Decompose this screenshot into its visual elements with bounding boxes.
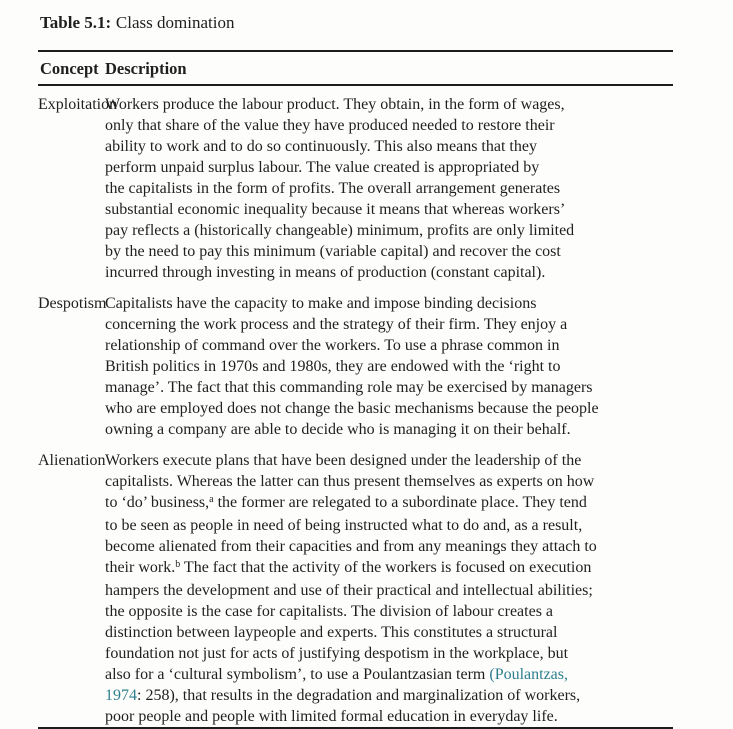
table-row — [38, 450, 673, 727]
description-line — [105, 262, 673, 283]
table-row — [38, 293, 673, 440]
text-segment: substantial economic inequality because it means that whereas workers’ — [105, 201, 566, 218]
table-caption-label: Table 5.1: — [40, 13, 112, 32]
description-line — [105, 335, 673, 356]
text-segment: Workers execute plans that have been designed under the leadership of the — [105, 452, 582, 469]
text-segment: Workers produce the labour product. They obtain, in the form of wages, — [105, 96, 565, 113]
text-segment: who are employed does not change the basic mechanisms because the people — [105, 400, 599, 417]
description-line — [105, 94, 673, 115]
description-line — [105, 450, 673, 471]
description-line — [105, 419, 673, 440]
text-segment: British politics in 1970s and 1980s, they are endowed with the ‘right to — [105, 358, 561, 375]
text-segment: capitalists. Whereas the latter can thus present themselves as experts on how — [105, 473, 595, 490]
text-segment: also for a ‘cultural symbolism’, to use a Poulantzasian term — [105, 666, 490, 683]
text-segment: their work. — [105, 559, 176, 576]
description-line — [105, 178, 673, 199]
description-line — [105, 664, 673, 685]
column-header-concept: Concept — [40, 59, 99, 78]
text-segment: The fact that the activity of the workers is focused on execution — [180, 559, 592, 576]
concept-cell: Alienation — [38, 452, 106, 469]
description-line — [105, 601, 673, 622]
table-caption — [38, 12, 673, 34]
text-segment: manage’. The fact that this commanding role may be exercised by managers — [105, 379, 593, 396]
text-segment: concerning the work process and the strategy of their firm. They enjoy a — [105, 316, 568, 333]
description-cell — [105, 450, 673, 727]
footnote-marker: a — [209, 494, 214, 505]
description-cell — [105, 94, 673, 283]
text-segment: owning a company are able to decide who is managing it on their behalf. — [105, 421, 571, 438]
table-row — [38, 94, 673, 283]
description-cell — [105, 293, 673, 440]
description-line — [105, 314, 673, 335]
description-line — [105, 492, 673, 515]
description-line — [105, 398, 673, 419]
text-segment: relationship of command over the workers. To use a phrase common in — [105, 337, 560, 354]
text-segment: become alienated from their capacities and from any meanings they attach to — [105, 538, 597, 555]
table-caption-text: Class domination — [115, 13, 235, 32]
citation-link[interactable]: (Poulantzas, — [489, 666, 569, 683]
citation-link[interactable]: 1974 — [105, 687, 137, 704]
text-segment: distinction between laypeople and experts. This constitutes a structural — [105, 624, 558, 641]
text-segment: perform unpaid surplus labour. The value created is appropriated by — [105, 159, 540, 176]
description-line — [105, 515, 673, 536]
footnote-marker: b — [175, 559, 181, 570]
table-header-row — [38, 52, 673, 84]
text-segment: hampers the development and use of their practical and intellectual abilities; — [105, 582, 593, 599]
description-line — [105, 377, 673, 398]
text-segment: foundation not just for acts of justifying despotism in the workplace, but — [105, 645, 569, 662]
text-segment: the opposite is the case for capitalists. The division of labour creates a — [105, 603, 554, 620]
text-segment: : 258), that results in the degradation and marginalization of workers, — [137, 687, 581, 704]
description-line — [105, 136, 673, 157]
text-segment: to ‘do’ business, — [105, 494, 210, 511]
text-segment: pay reflects a (historically changeable) minimum, profits are only limited — [105, 222, 575, 239]
description-line — [105, 557, 673, 580]
description-line — [105, 536, 673, 557]
description-line — [105, 643, 673, 664]
concept-cell: Despotism — [38, 295, 107, 312]
text-segment: Capitalists have the capacity to make and impose binding decisions — [105, 295, 537, 312]
text-segment: poor people and people with limited formal education in everyday life. — [105, 708, 558, 725]
concept-cell: Exploitation — [38, 96, 118, 113]
text-segment: only that share of the value they have produced needed to restore their — [105, 117, 555, 134]
text-segment: incurred through investing in means of production (constant capital). — [105, 264, 546, 281]
description-line — [105, 580, 673, 601]
table-body — [38, 86, 673, 727]
description-line — [105, 157, 673, 178]
text-segment: the capitalists in the form of profits. The overall arrangement generates — [105, 180, 561, 197]
description-line — [105, 199, 673, 220]
text-segment: by the need to pay this minimum (variable capital) and recover the cost — [105, 243, 561, 260]
description-line — [105, 685, 673, 706]
description-line — [105, 293, 673, 314]
column-header-description: Description — [105, 59, 187, 78]
text-segment: the former are relegated to a subordinate place. They tend — [213, 494, 587, 511]
description-line — [105, 356, 673, 377]
text-segment: to be seen as people in need of being instructed what to do and, as a result, — [105, 517, 583, 534]
description-line — [105, 622, 673, 643]
description-line — [105, 471, 673, 492]
description-line — [105, 115, 673, 136]
description-line — [105, 241, 673, 262]
description-line — [105, 220, 673, 241]
text-segment: ability to work and to do so continuously. This also means that they — [105, 138, 537, 155]
